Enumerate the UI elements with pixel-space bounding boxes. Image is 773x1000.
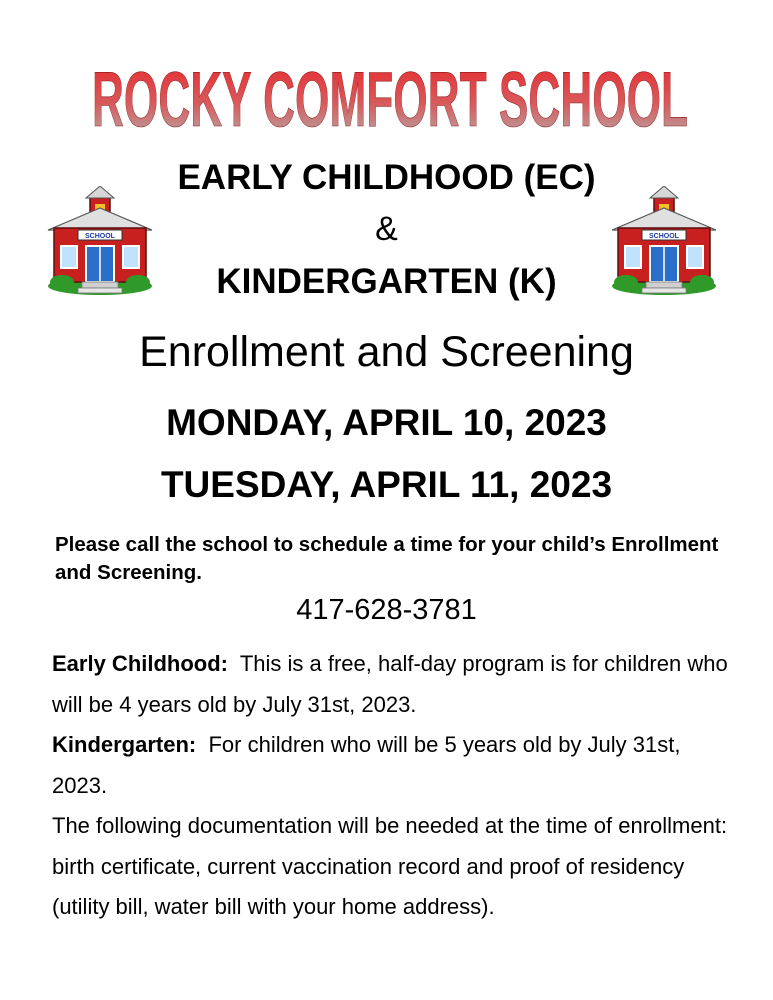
k-label: Kindergarten:: [52, 732, 197, 757]
ec-paragraph: [52, 644, 732, 725]
date-tuesday: TUESDAY, APRIL 11, 2023: [160, 464, 613, 505]
school-name-title: [0, 44, 773, 140]
svg-text:SCHOOL: SCHOOL: [649, 233, 679, 240]
ec-label: Early Childhood:: [52, 651, 228, 676]
school-name-text: ROCKY COMFORT SCHOOL: [92, 55, 688, 140]
k-description: For children who will be 5 years old by July 31st, 2023.: [52, 732, 681, 798]
enrollment-subtitle: Enrollment and Screening: [139, 328, 634, 376]
school-name-wordart: [0, 44, 773, 140]
details-section: [52, 644, 732, 928]
phone-number: 417-628-3781: [296, 594, 477, 626]
documentation-paragraph: The following documentation will be needed at the time of enrollment: birth certificate, current vaccination record and proof of residency (utility bill, water bill with your home address).: [52, 813, 728, 919]
svg-text:SCHOOL: SCHOOL: [85, 233, 115, 240]
program-ampersand: &: [375, 210, 398, 248]
program-heading-k: KINDERGARTEN (K): [216, 262, 557, 301]
k-paragraph: [52, 725, 732, 806]
program-heading-ec: EARLY CHILDHOOD (EC): [177, 158, 596, 197]
ec-description: This is a free, half-day program is for children who will be 4 years old by July 31st, 2023.: [52, 651, 728, 717]
date-monday: MONDAY, APRIL 10, 2023: [166, 402, 607, 443]
call-instruction: Please call the school to schedule a time for your child’s Enrollment and Screening.: [55, 533, 719, 584]
